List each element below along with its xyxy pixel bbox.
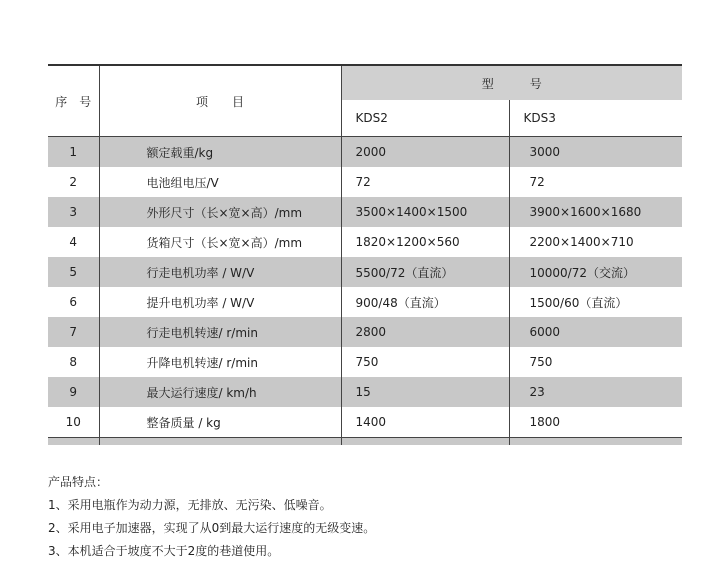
row-kds2-value: 1400 [341, 407, 509, 438]
row-item: 行走电机功率 / W/V [99, 257, 341, 287]
row-item: 最大运行速度/ km/h [99, 377, 341, 407]
feature-item: 1、采用电瓶作为动力源，无排放、无污染、低噪音。 [48, 498, 332, 512]
model-kds2: KDS2 [341, 100, 509, 136]
header-model: 型 号 [341, 65, 682, 100]
row-kds2-value: 2000 [341, 137, 509, 168]
row-item: 电池组电压/V [146, 175, 219, 190]
table-row [48, 227, 682, 257]
band-cell [509, 438, 682, 446]
band-cell [99, 438, 341, 446]
table-row [48, 167, 682, 197]
row-item: 整备质量 / kg [99, 407, 341, 438]
row-kds3-value: 3000 [509, 137, 682, 168]
row-item: 货箱尺寸（长×宽×高）/mm [146, 235, 303, 250]
row-kds2-value: 900/48（直流） [341, 287, 509, 317]
table-row [48, 197, 682, 227]
table-row [48, 407, 682, 438]
row-item: 外形尺寸（长×宽×高）/mm [99, 197, 341, 227]
row-kds2-value: 72 [341, 167, 509, 197]
header-no: 序 号 [48, 65, 99, 137]
table-bottom-band [48, 438, 682, 446]
row-kds3-value: 750 [529, 355, 553, 369]
row-kds2-value: 5500/72（直流） [341, 257, 509, 287]
header-item: 项 目 [99, 65, 341, 137]
row-item: 额定载重/kg [99, 137, 341, 168]
spec-table [48, 64, 682, 445]
table-row [48, 317, 682, 347]
row-kds3-value: 2200×1400×710 [529, 235, 634, 249]
row-no: 5 [48, 257, 99, 287]
row-no: 10 [48, 407, 99, 438]
row-kds3-value: 72 [529, 175, 545, 189]
row-kds3-value: 3900×1600×1680 [509, 197, 682, 227]
row-kds2-value: 1820×1200×560 [341, 227, 509, 257]
row-item: 提升电机功率 / W/V [146, 295, 255, 310]
row-kds2-value: 2800 [341, 317, 509, 347]
row-kds3-value: 1500/60（直流） [529, 295, 628, 310]
table-row [48, 287, 682, 317]
row-no: 8 [48, 347, 99, 377]
product-features [48, 471, 375, 563]
header-row [48, 65, 682, 100]
row-item: 行走电机转速/ r/min [99, 317, 341, 347]
row-kds3-value: 10000/72（交流） [509, 257, 682, 287]
row-item: 升降电机转速/ r/min [146, 355, 258, 370]
row-no: 6 [48, 287, 99, 317]
row-kds2-value: 15 [341, 377, 509, 407]
row-kds3-value: 23 [509, 377, 682, 407]
row-kds2-value: 3500×1400×1500 [341, 197, 509, 227]
row-no: 3 [48, 197, 99, 227]
table-row [48, 377, 682, 407]
features-title: 产品特点： [48, 475, 109, 489]
model-kds3: KDS3 [509, 100, 682, 136]
table-row [48, 347, 682, 377]
row-no: 4 [48, 227, 99, 257]
band-cell [341, 438, 509, 446]
row-kds3-value: 6000 [509, 317, 682, 347]
band-cell [48, 438, 99, 446]
feature-item: 2、采用电子加速器，实现了从0到最大运行速度的无级变速。 [48, 521, 376, 535]
row-kds2-value: 750 [341, 347, 509, 377]
row-kds3-value: 1800 [509, 407, 682, 438]
row-no: 2 [48, 167, 99, 197]
row-no: 7 [48, 317, 99, 347]
row-no: 1 [48, 137, 99, 168]
row-no: 9 [48, 377, 99, 407]
table-row [48, 257, 682, 287]
feature-item: 3、本机适合于坡度不大于2度的巷道使用。 [48, 544, 280, 558]
table-row [48, 137, 682, 168]
